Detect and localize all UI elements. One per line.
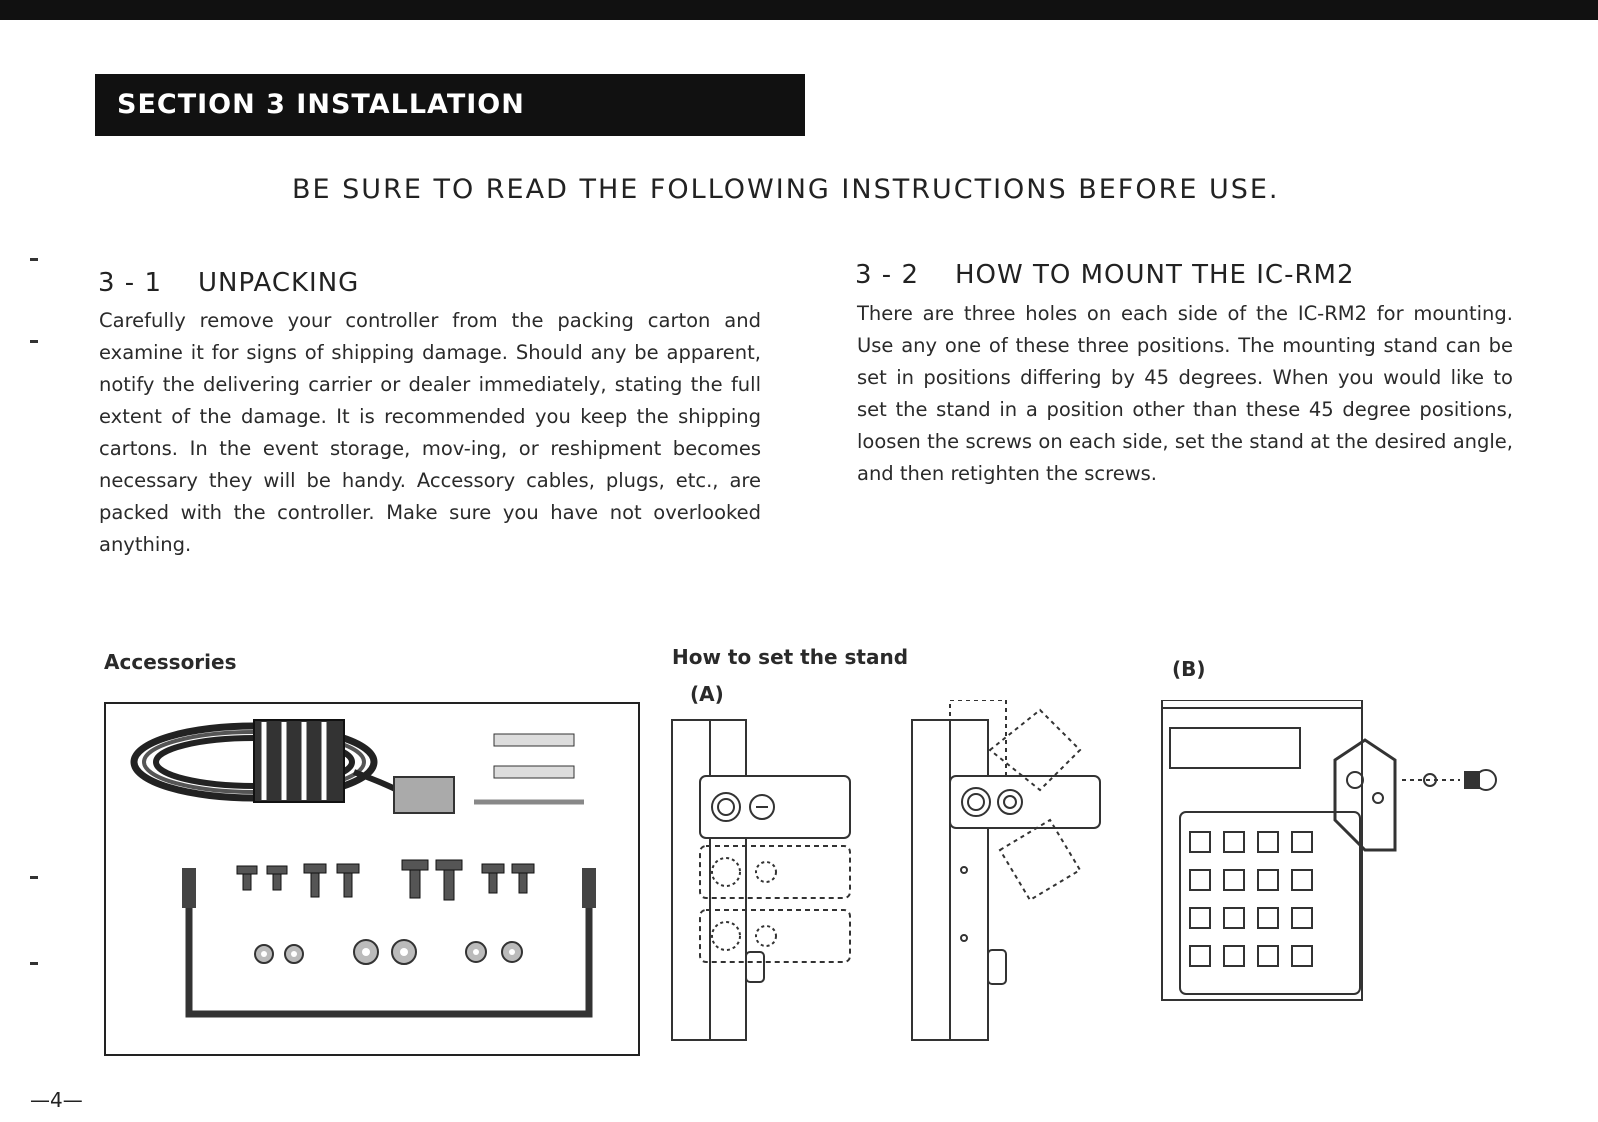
margin-mark <box>30 258 38 261</box>
section-3-1-heading <box>98 268 359 298</box>
margin-mark <box>30 876 38 879</box>
section-3-2-body: There are three holes on each side of the IC-RM2 for mounting. Use any one of these three positions. The mounting stand can be set in positions differing by 45 degrees. When you would like to set the stand in a position other than these 45 degree positions, loosen the screws on each side, set the stand at the desired angle, and then retighten the screws. <box>857 302 1513 485</box>
section-3-1-body: Carefully remove your controller from the packing carton and examine it for signs of shipping damage. Should any be apparent, notify the delivering carrier or dealer immediately, stating the full extent of the damage. It is recommended you keep the shipping cartons. In the event storage, mov-ing, or reshipment becomes necessary they will be handy. Accessory cables, plugs, etc., are packed with the controller. Make sure you have not overlooked anything. <box>99 309 761 556</box>
margin-mark <box>30 340 38 343</box>
section-3-2-heading <box>855 260 1355 290</box>
stand-diagram-a-angled <box>910 700 1110 1045</box>
stand-diagram-b <box>1160 700 1530 1020</box>
stand-diagram-a-horizontal <box>670 700 870 1045</box>
margin-mark <box>30 962 38 965</box>
section-3-2-title: HOW TO MOUNT THE IC-RM2 <box>955 260 1355 290</box>
section-header: SECTION 3 INSTALLATION <box>95 74 805 136</box>
section-3-1-number: 3 - 1 <box>98 268 162 298</box>
page-number: —4— <box>30 1088 83 1112</box>
stand-caption: How to set the stand <box>672 645 909 669</box>
figure-b-label: (B) <box>1172 657 1206 681</box>
warning-banner: BE SURE TO READ THE FOLLOWING INSTRUCTIONS BEFORE USE. <box>292 174 1280 205</box>
page-top-band <box>0 0 1598 20</box>
section-3-2-number: 3 - 2 <box>855 260 919 290</box>
figure-a-label: (A) <box>690 682 724 706</box>
accessories-caption: Accessories <box>104 650 237 674</box>
accessories-photo <box>104 702 640 1056</box>
section-3-1-title: UNPACKING <box>198 268 360 298</box>
